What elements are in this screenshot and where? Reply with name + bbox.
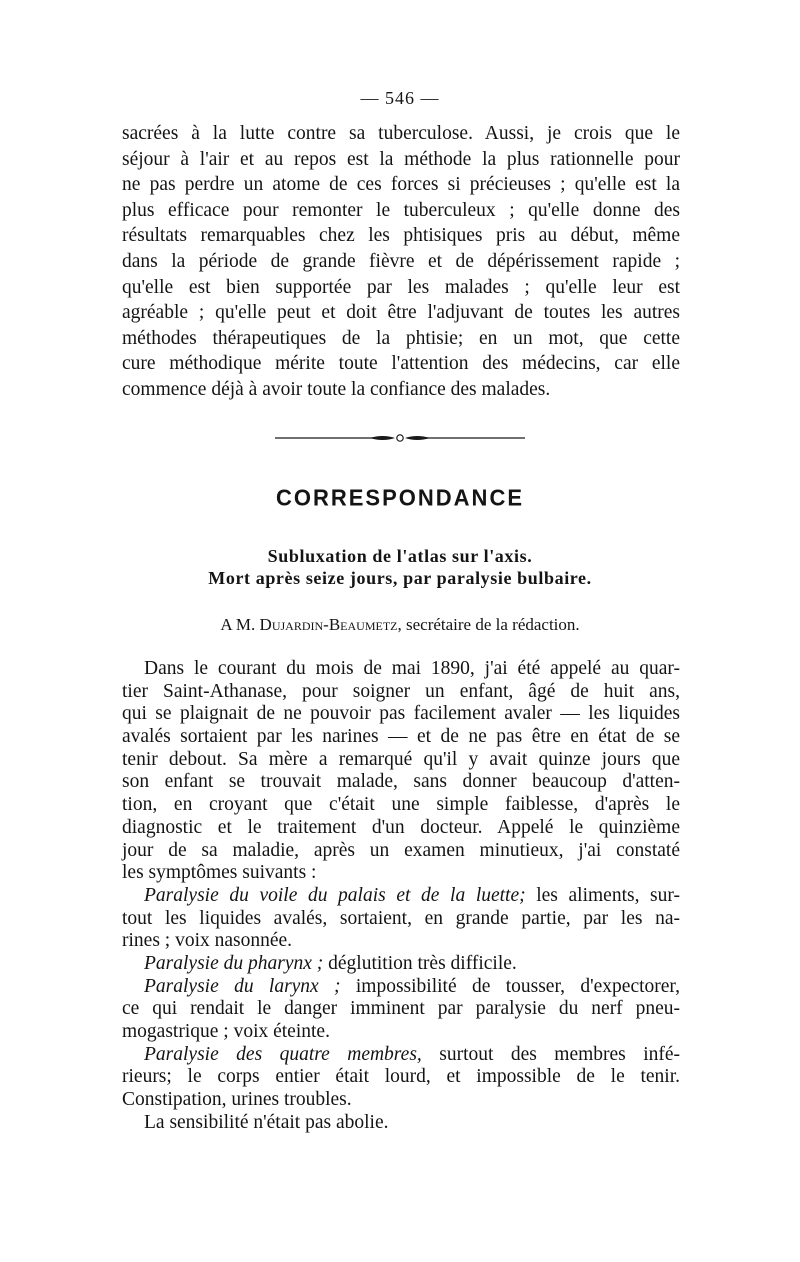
symptom-line	[122, 885, 680, 908]
section-heading: CORRESPONDANCE	[275, 484, 525, 511]
symptom-term: Paralysie du voile du palais et de la luette;	[144, 884, 526, 906]
symptom-text: surtout des membres infé-	[421, 1043, 681, 1065]
intro-line: qu'elle est bien supportée par les malades ; qu'elle leur est	[122, 276, 680, 298]
letter-line: les symptômes suivants :	[122, 862, 317, 884]
symptom-line	[122, 1044, 680, 1067]
addressee-name: Dujardin-Beaumetz,	[259, 615, 402, 634]
intro-line: cure méthodique mérite toute l'attention des médecins, car elle	[122, 353, 680, 375]
intro-line: sacrées à la lutte contre sa tuberculose. Aussi, je crois que le	[122, 123, 680, 144]
letter-line: Constipation, urines troubles.	[122, 1089, 352, 1111]
letter-line: son enfant se trouvait malade, sans donner beaucoup d'atten-	[122, 771, 680, 793]
letter-line: avalés sortaient par les narines — et de ne pas être en état de se	[122, 726, 680, 748]
letter-line: ce qui rendait le danger imminent par paralysie du nerf pneu-	[122, 998, 680, 1020]
letter-line: jour de sa maladie, après un examen minutieux, j'ai constaté	[122, 839, 680, 861]
intro-line: résultats remarquables chez les phtisiques pris au début, même	[122, 225, 680, 247]
letter-line: tout les liquides avalés, sortaient, en grande partie, par les na-	[122, 907, 680, 929]
intro-line: dans la période de grande fièvre et de dépérissement rapide ;	[122, 250, 680, 272]
letter-line: qui se plaignait de ne pouvoir pas facilement avaler — les liquides	[122, 703, 680, 725]
symptom-line	[122, 953, 680, 976]
symptom-text: déglutition très difficile.	[323, 952, 517, 974]
intro-line: plus efficace pour remonter le tuberculeux ; qu'elle donne des	[122, 199, 680, 221]
letter-line: La sensibilité n'était pas abolie.	[144, 1111, 389, 1133]
symptom-line	[122, 976, 680, 999]
letter-body	[122, 658, 680, 1134]
letter-line: Dans le courant du mois de mai 1890, j'ai été appelé au quar-	[144, 658, 680, 679]
letter-line: tier Saint-Athanase, pour soigner un enfant, âgé de huit ans,	[122, 680, 680, 702]
address-prefix: A M.	[220, 615, 256, 634]
article-subtitle: Mort après seize jours, par paralysie bulbaire.	[208, 568, 592, 588]
symptom-term: Paralysie du larynx ;	[144, 975, 341, 997]
symptom-text: impossibilité de tousser, d'expectorer,	[340, 975, 681, 997]
intro-line: séjour à l'air et au repos est la méthode la plus rationnelle pour	[122, 148, 680, 170]
intro-paragraph	[122, 121, 680, 403]
address-suffix: secrétaire de la rédaction.	[405, 615, 580, 634]
intro-line: ne pas perdre un atome de ces forces si précieuses ; qu'elle est la	[122, 174, 680, 196]
symptom-term: Paralysie des quatre membres,	[144, 1043, 422, 1065]
letter-line: rieurs; le corps entier était lourd, et impossible de le tenir.	[122, 1066, 680, 1088]
symptom-text: les aliments, sur-	[525, 884, 680, 906]
page-number: — 546 —	[360, 88, 440, 108]
letter-line: tion, en croyant que c'était une simple faiblesse, d'après le	[122, 794, 680, 816]
intro-line: commence déjà à avoir toute la confiance des malades.	[122, 378, 551, 400]
letter-line: tenir debout. Sa mère a remarqué qu'il y avait quinze jours que	[122, 748, 680, 770]
letter-address	[0, 615, 800, 635]
intro-line: agréable ; qu'elle peut et doit être l'adjuvant de toutes les autres	[122, 302, 680, 324]
ornamental-divider	[275, 430, 525, 446]
letter-line: rines ; voix nasonnée.	[122, 930, 293, 952]
intro-line: méthodes thérapeutiques de la phtisie; en un mot, que cette	[122, 327, 680, 349]
symptom-term: Paralysie du pharynx ;	[144, 952, 324, 974]
letter-line: mogastrique ; voix éteinte.	[122, 1021, 330, 1042]
letter-line: diagnostic et le traitement d'un docteur. Appelé le quinzième	[122, 816, 680, 838]
article-subtitle: Subluxation de l'atlas sur l'axis.	[267, 546, 533, 566]
